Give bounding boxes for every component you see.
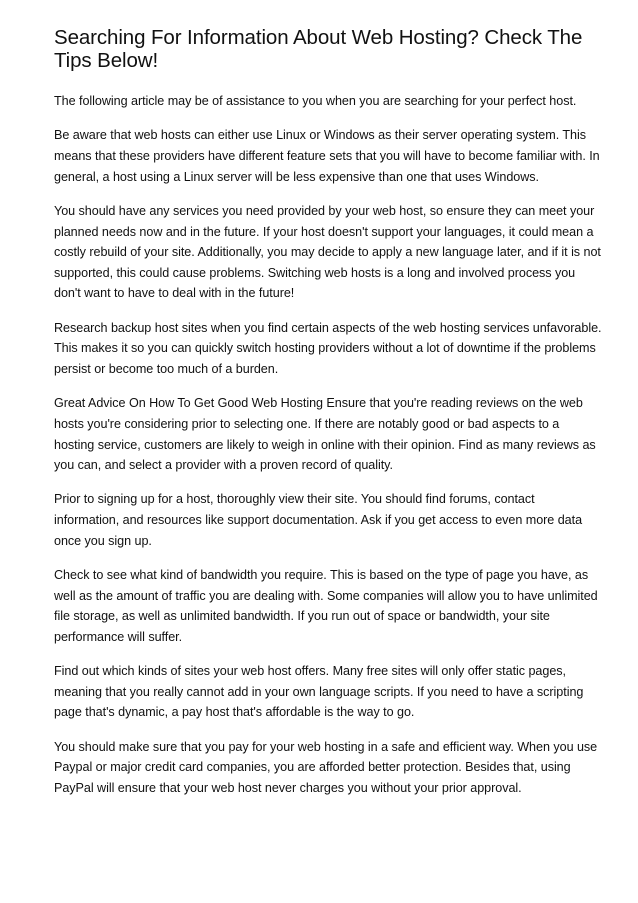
paragraph-intro: The following article may be of assistance to you when you are searching for your perfect host. — [54, 94, 577, 108]
paragraph-linux-windows: Be aware that web hosts can either use Linux or Windows as their server operating system. This means that these providers have different feature sets that you will have to become familiar with. In general, a host using a Linux server will be less expensive than one that uses Windows. — [54, 128, 600, 184]
paragraph-services: You should have any services you need provided by your web host, so ensure they can meet your planned needs now and in the future. If your host doesn't support your languages, it could mean a costly rebuild of your site. Additionally, you may decide to apply a new language later, and if it is not supported, this could cause problems. Switching web hosts is a long and involved process you don't want to have to deal with in the future! — [54, 203, 601, 301]
paragraph-view-site: Prior to signing up for a host, thoroughly view their site. You should find forums, contact information, and resources like support documentation. Ask if you get access to even more data once you sign up. — [54, 492, 583, 548]
paragraph-backup-hosts: Research backup host sites when you find certain aspects of the web hosting services unfavorable. This makes it so you can quickly switch hosting providers without a lot of downtime if the problems persist or become too much of a burden. — [54, 320, 602, 376]
paragraph-reviews: Great Advice On How To Get Good Web Hosting Ensure that you're reading reviews on the web hosts you're considering prior to selecting one. If there are notably good or bad aspects to a hosting service, customers are likely to weigh in online with their opinion. Find as many reviews as you can, and select a provider with a proven record of quality. — [54, 396, 596, 473]
paragraph-bandwidth: Check to see what kind of bandwidth you require. This is based on the type of page you have, as well as the amount of traffic you are dealing with. Some companies will allow you to have unlimited file storage, as well as unlimited bandwidth. If you run out of space or bandwidth, your site performance will suffer. — [54, 568, 598, 644]
page-title: Searching For Information About Web Hosting? Check The Tips Below! — [54, 26, 583, 72]
paragraph-payment: You should make sure that you pay for your web hosting in a safe and efficient way. When you use Paypal or major credit card companies, you are afforded better protection. Besides that, using PayPal will ensure that your web host never charges you without your prior approval. — [54, 739, 598, 795]
document-page — [54, 26, 602, 812]
paragraph-site-types: Find out which kinds of sites your web host offers. Many free sites will only offer static pages, meaning that you really cannot add in your own language scripts. If you need to have a scripting page that's dynamic, a pay host that's affordable is the way to go. — [54, 664, 584, 720]
